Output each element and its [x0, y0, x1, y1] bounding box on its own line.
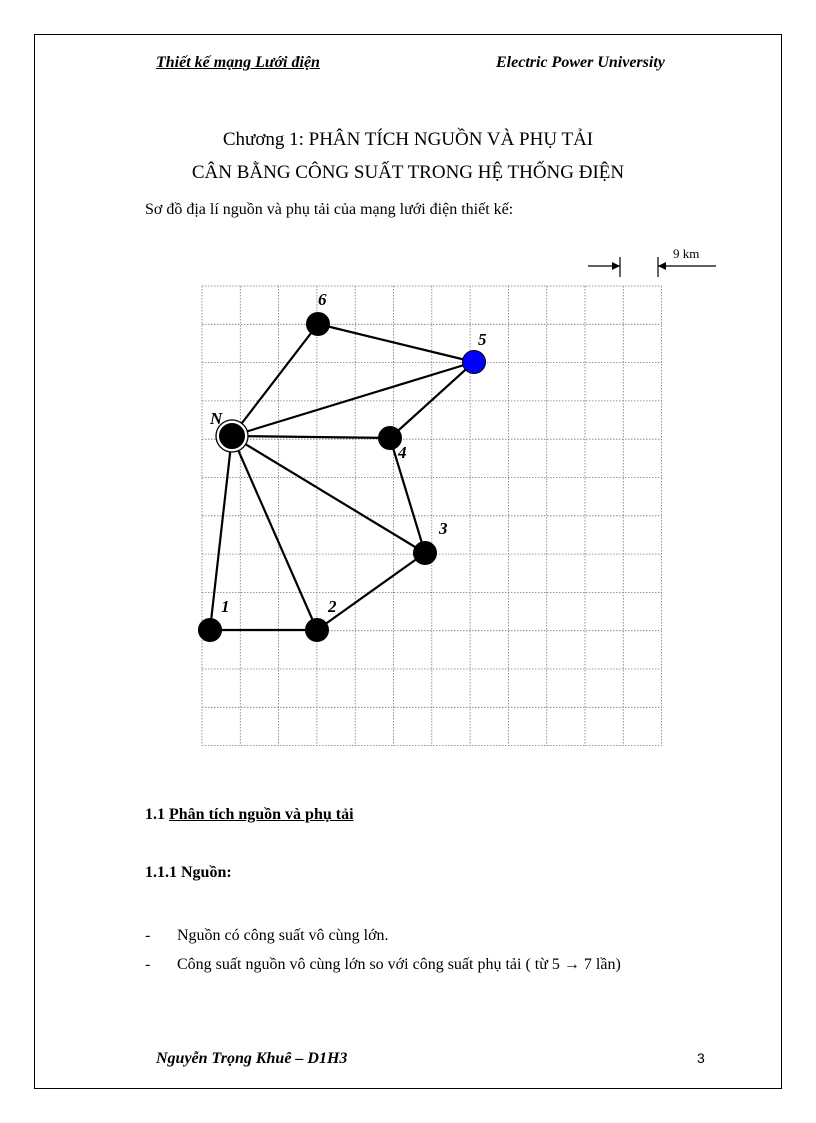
page-number: 3 [697, 1050, 705, 1066]
chapter-subtitle: CÂN BẰNG CÔNG SUẤT TRONG HỆ THỐNG ĐIỆN [191, 162, 625, 183]
bullet-text: Công suất nguồn vô cùng lớn so với công suất phụ tải ( từ 5 → 7 lần) [177, 956, 621, 973]
node-2 [306, 619, 329, 642]
chapter-title: Chương 1: PHÂN TÍCH NGUỒN VÀ PHỤ TẢI [222, 129, 594, 150]
node-label-5: 5 [478, 330, 487, 349]
footer-author: Nguyễn Trọng Khuê – D1H3 [156, 1050, 348, 1067]
node-5 [463, 351, 486, 374]
node-label-6: 6 [318, 290, 327, 309]
section-1-1-heading [145, 806, 354, 824]
section-1-1-title: Phân tích nguồn và phụ tải [169, 806, 354, 823]
map-grid [202, 286, 662, 746]
bullet-dash: - [145, 956, 151, 973]
node-label-4: 4 [398, 443, 407, 462]
line-edges [210, 324, 474, 630]
scale-label: 9 km [673, 246, 700, 261]
header-university: Electric Power University [496, 54, 665, 71]
section-1-1-number: 1.1 [145, 806, 165, 823]
edge-N-5 [232, 362, 474, 436]
diagram-intro: Sơ đồ địa lí nguồn và phụ tải của mạng lưới điện thiết kế: [145, 201, 514, 218]
node-1 [199, 619, 222, 642]
node-6 [307, 313, 330, 336]
node-N [220, 424, 245, 449]
edge-N-4 [232, 436, 390, 438]
node-3 [414, 542, 437, 565]
section-1-1-1-heading [145, 864, 232, 882]
edge-2-3 [317, 553, 425, 630]
node-label-1: 1 [221, 597, 230, 616]
edge-N-3 [232, 436, 425, 553]
bullet-dash: - [145, 927, 151, 944]
section-1-1-1-number: 1.1.1 [145, 864, 177, 881]
edge-N-2 [232, 436, 317, 630]
node-label-3: 3 [439, 519, 448, 538]
node-label-2: 2 [328, 597, 337, 616]
node-labels [209, 290, 487, 616]
section-1-1-1-title: Nguồn: [181, 864, 232, 881]
bullet-text: Nguồn có công suất vô cùng lớn. [177, 927, 389, 944]
edge-5-6 [318, 324, 474, 362]
header-title: Thiết kế mạng Lưới điện [156, 54, 320, 71]
edge-N-6 [232, 324, 318, 436]
scale-marker [588, 246, 716, 277]
node-label-N: N [210, 409, 223, 428]
